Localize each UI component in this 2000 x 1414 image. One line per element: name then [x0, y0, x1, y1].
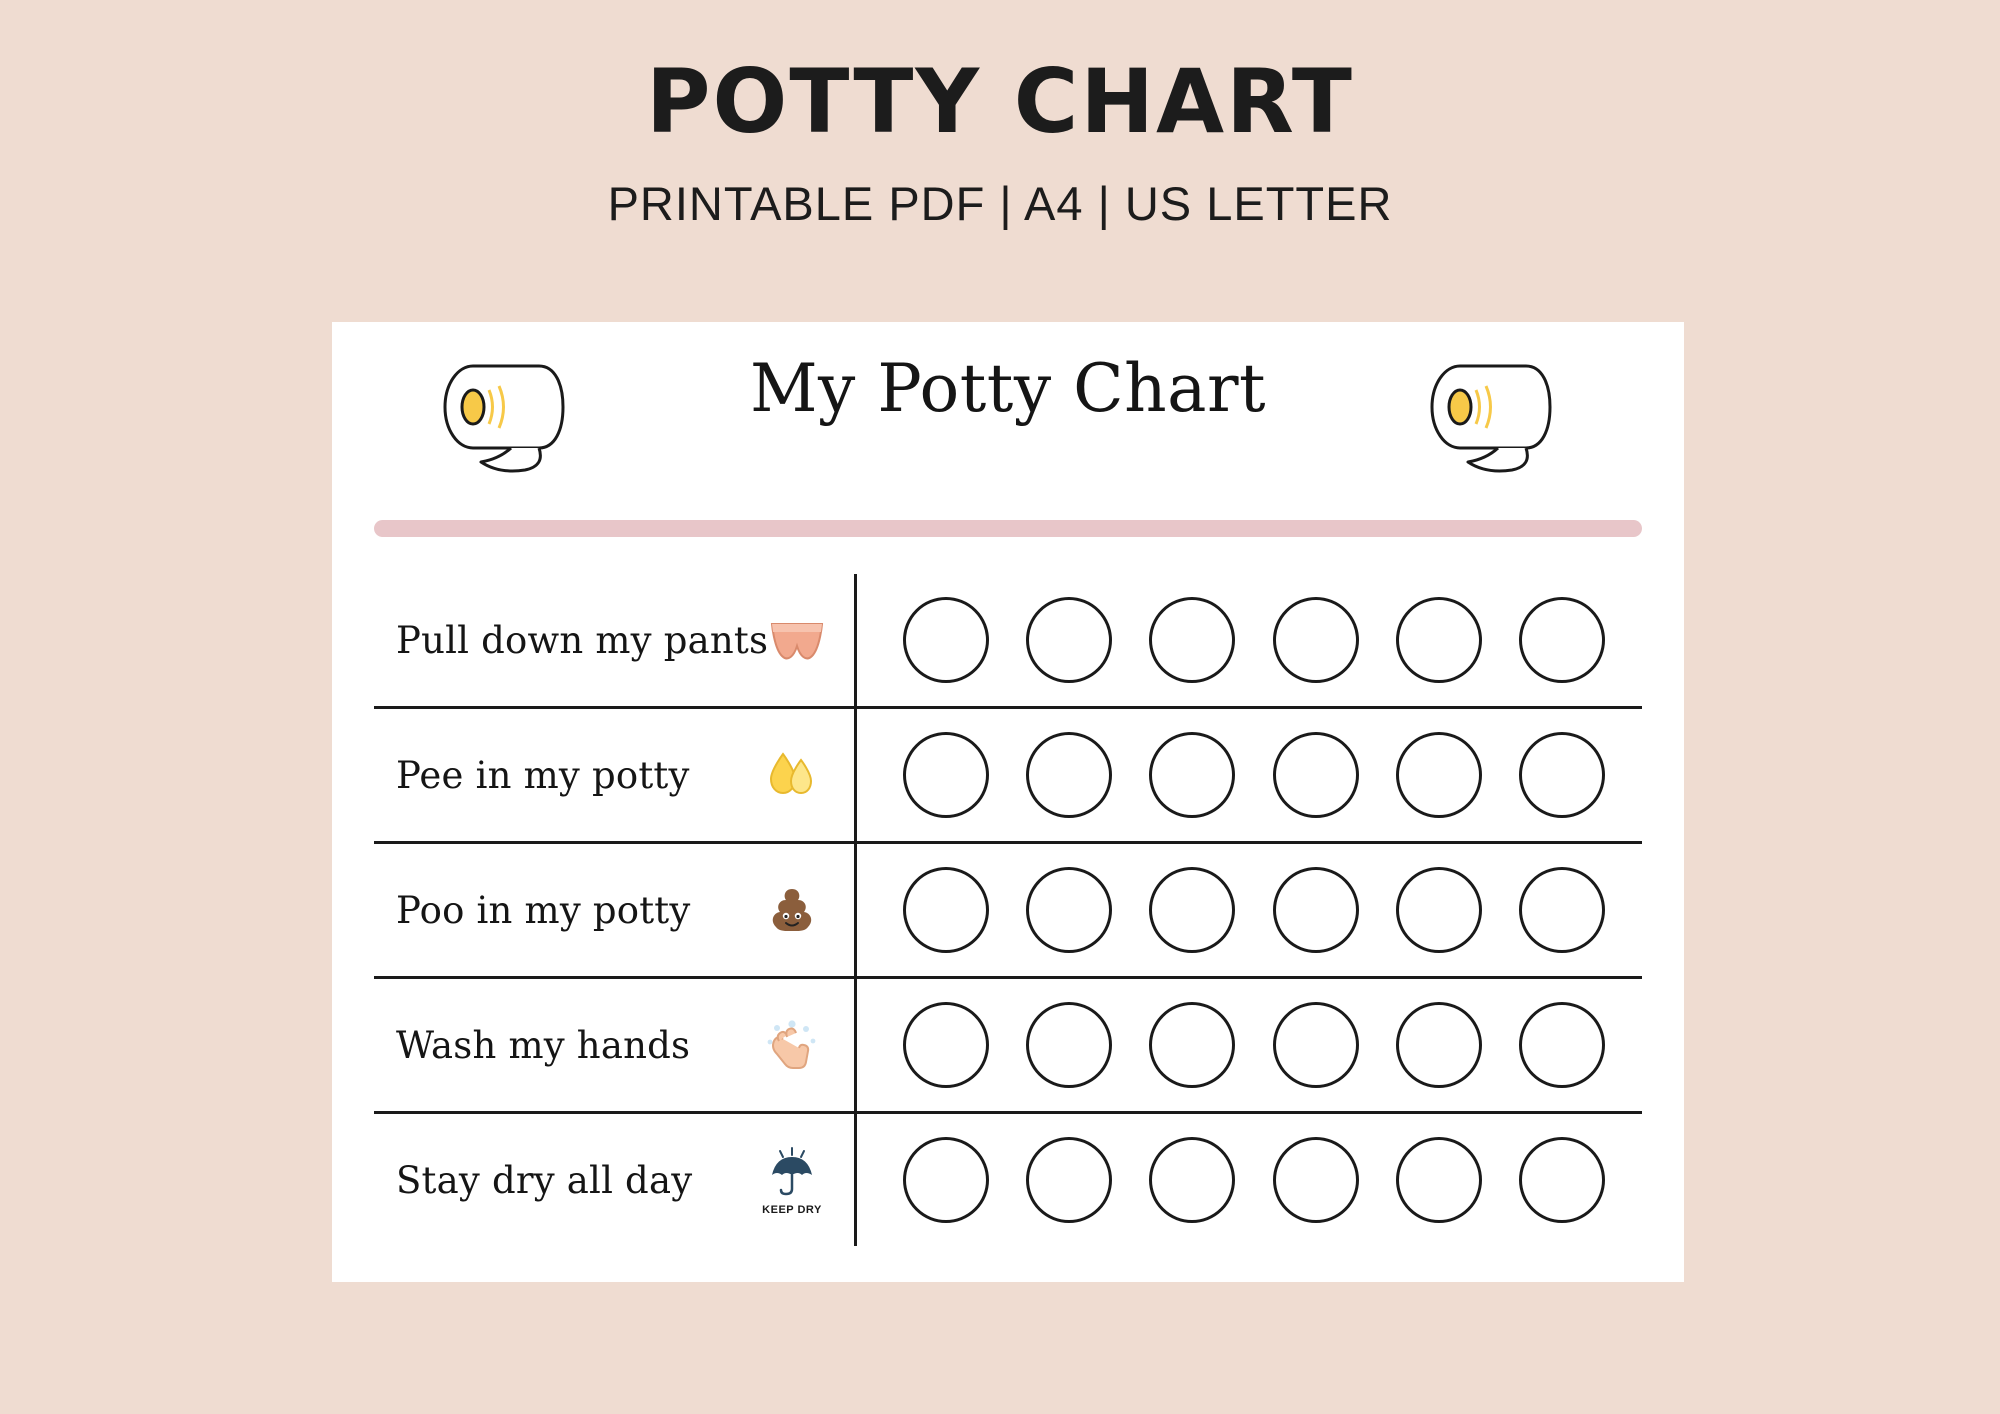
column-divider: [854, 844, 857, 976]
sticker-circle[interactable]: [1149, 732, 1235, 818]
sticker-circle[interactable]: [1396, 597, 1482, 683]
underwear-icon: [768, 618, 826, 662]
sticker-circle[interactable]: [1273, 732, 1359, 818]
row-label: Poo in my potty: [396, 888, 691, 932]
row-checkboxes: [844, 1002, 1642, 1088]
sticker-circle[interactable]: [903, 732, 989, 818]
sticker-circle[interactable]: [1396, 867, 1482, 953]
row-checkboxes: [844, 597, 1642, 683]
row-label: Pee in my potty: [396, 753, 690, 797]
sticker-circle[interactable]: [1026, 1002, 1112, 1088]
sticker-circle[interactable]: [1519, 732, 1605, 818]
row-label-cell: [374, 1114, 844, 1246]
row-label: Pull down my pants: [396, 618, 769, 662]
column-divider: [854, 979, 857, 1111]
poo-icon: [758, 885, 826, 935]
sticker-circle[interactable]: [1149, 1137, 1235, 1223]
sticker-circle[interactable]: [1273, 1137, 1359, 1223]
chart-sheet: [332, 322, 1684, 1282]
sticker-circle[interactable]: [1273, 597, 1359, 683]
sticker-circle[interactable]: [1519, 597, 1605, 683]
row-checkboxes: [844, 1137, 1642, 1223]
chart-title: My Potty Chart: [749, 350, 1267, 427]
column-divider: [854, 574, 857, 706]
column-divider: [854, 1114, 857, 1246]
toilet-paper-roll-icon: [1414, 360, 1614, 480]
table-row: [374, 574, 1642, 709]
water-drops-icon: [758, 750, 826, 800]
row-label: Wash my hands: [396, 1023, 691, 1067]
sticker-circle[interactable]: [1519, 1137, 1605, 1223]
sticker-circle[interactable]: [1149, 597, 1235, 683]
promo-subtitle: PRINTABLE PDF | A4 | US LETTER: [607, 177, 1393, 230]
sticker-circle[interactable]: [1396, 1002, 1482, 1088]
sticker-circle[interactable]: [1273, 1002, 1359, 1088]
sticker-circle[interactable]: [1519, 867, 1605, 953]
row-label-cell: [374, 979, 844, 1111]
table-row: [374, 844, 1642, 979]
chart-table: [374, 574, 1642, 1246]
sticker-circle[interactable]: [1026, 732, 1112, 818]
chart-header: [332, 322, 1684, 487]
sticker-circle[interactable]: [1396, 732, 1482, 818]
table-row: [374, 1114, 1642, 1246]
column-divider: [854, 709, 857, 841]
sticker-circle[interactable]: [1026, 1137, 1112, 1223]
table-row: [374, 979, 1642, 1114]
row-label: Stay dry all day: [396, 1158, 693, 1202]
row-label-cell: [374, 574, 844, 706]
sticker-circle[interactable]: [903, 597, 989, 683]
row-label-cell: [374, 709, 844, 841]
title-divider: [374, 520, 1642, 537]
sticker-circle[interactable]: [903, 867, 989, 953]
sticker-circle[interactable]: [1273, 867, 1359, 953]
sticker-circle[interactable]: [1026, 597, 1112, 683]
promo-title: POTTY CHART: [646, 50, 1354, 153]
promo-header: [0, 0, 2000, 231]
row-label-cell: [374, 844, 844, 976]
sticker-circle[interactable]: [903, 1002, 989, 1088]
row-checkboxes: [844, 867, 1642, 953]
sticker-circle[interactable]: [903, 1137, 989, 1223]
umbrella-icon: [758, 1145, 826, 1216]
table-row: [374, 709, 1642, 844]
sticker-circle[interactable]: [1149, 867, 1235, 953]
keep-dry-caption: KEEP DRY: [762, 1203, 822, 1216]
sticker-circle[interactable]: [1396, 1137, 1482, 1223]
washing-hands-icon: [758, 1019, 826, 1071]
row-checkboxes: [844, 732, 1642, 818]
sticker-circle[interactable]: [1026, 867, 1112, 953]
sticker-circle[interactable]: [1519, 1002, 1605, 1088]
sticker-circle[interactable]: [1149, 1002, 1235, 1088]
